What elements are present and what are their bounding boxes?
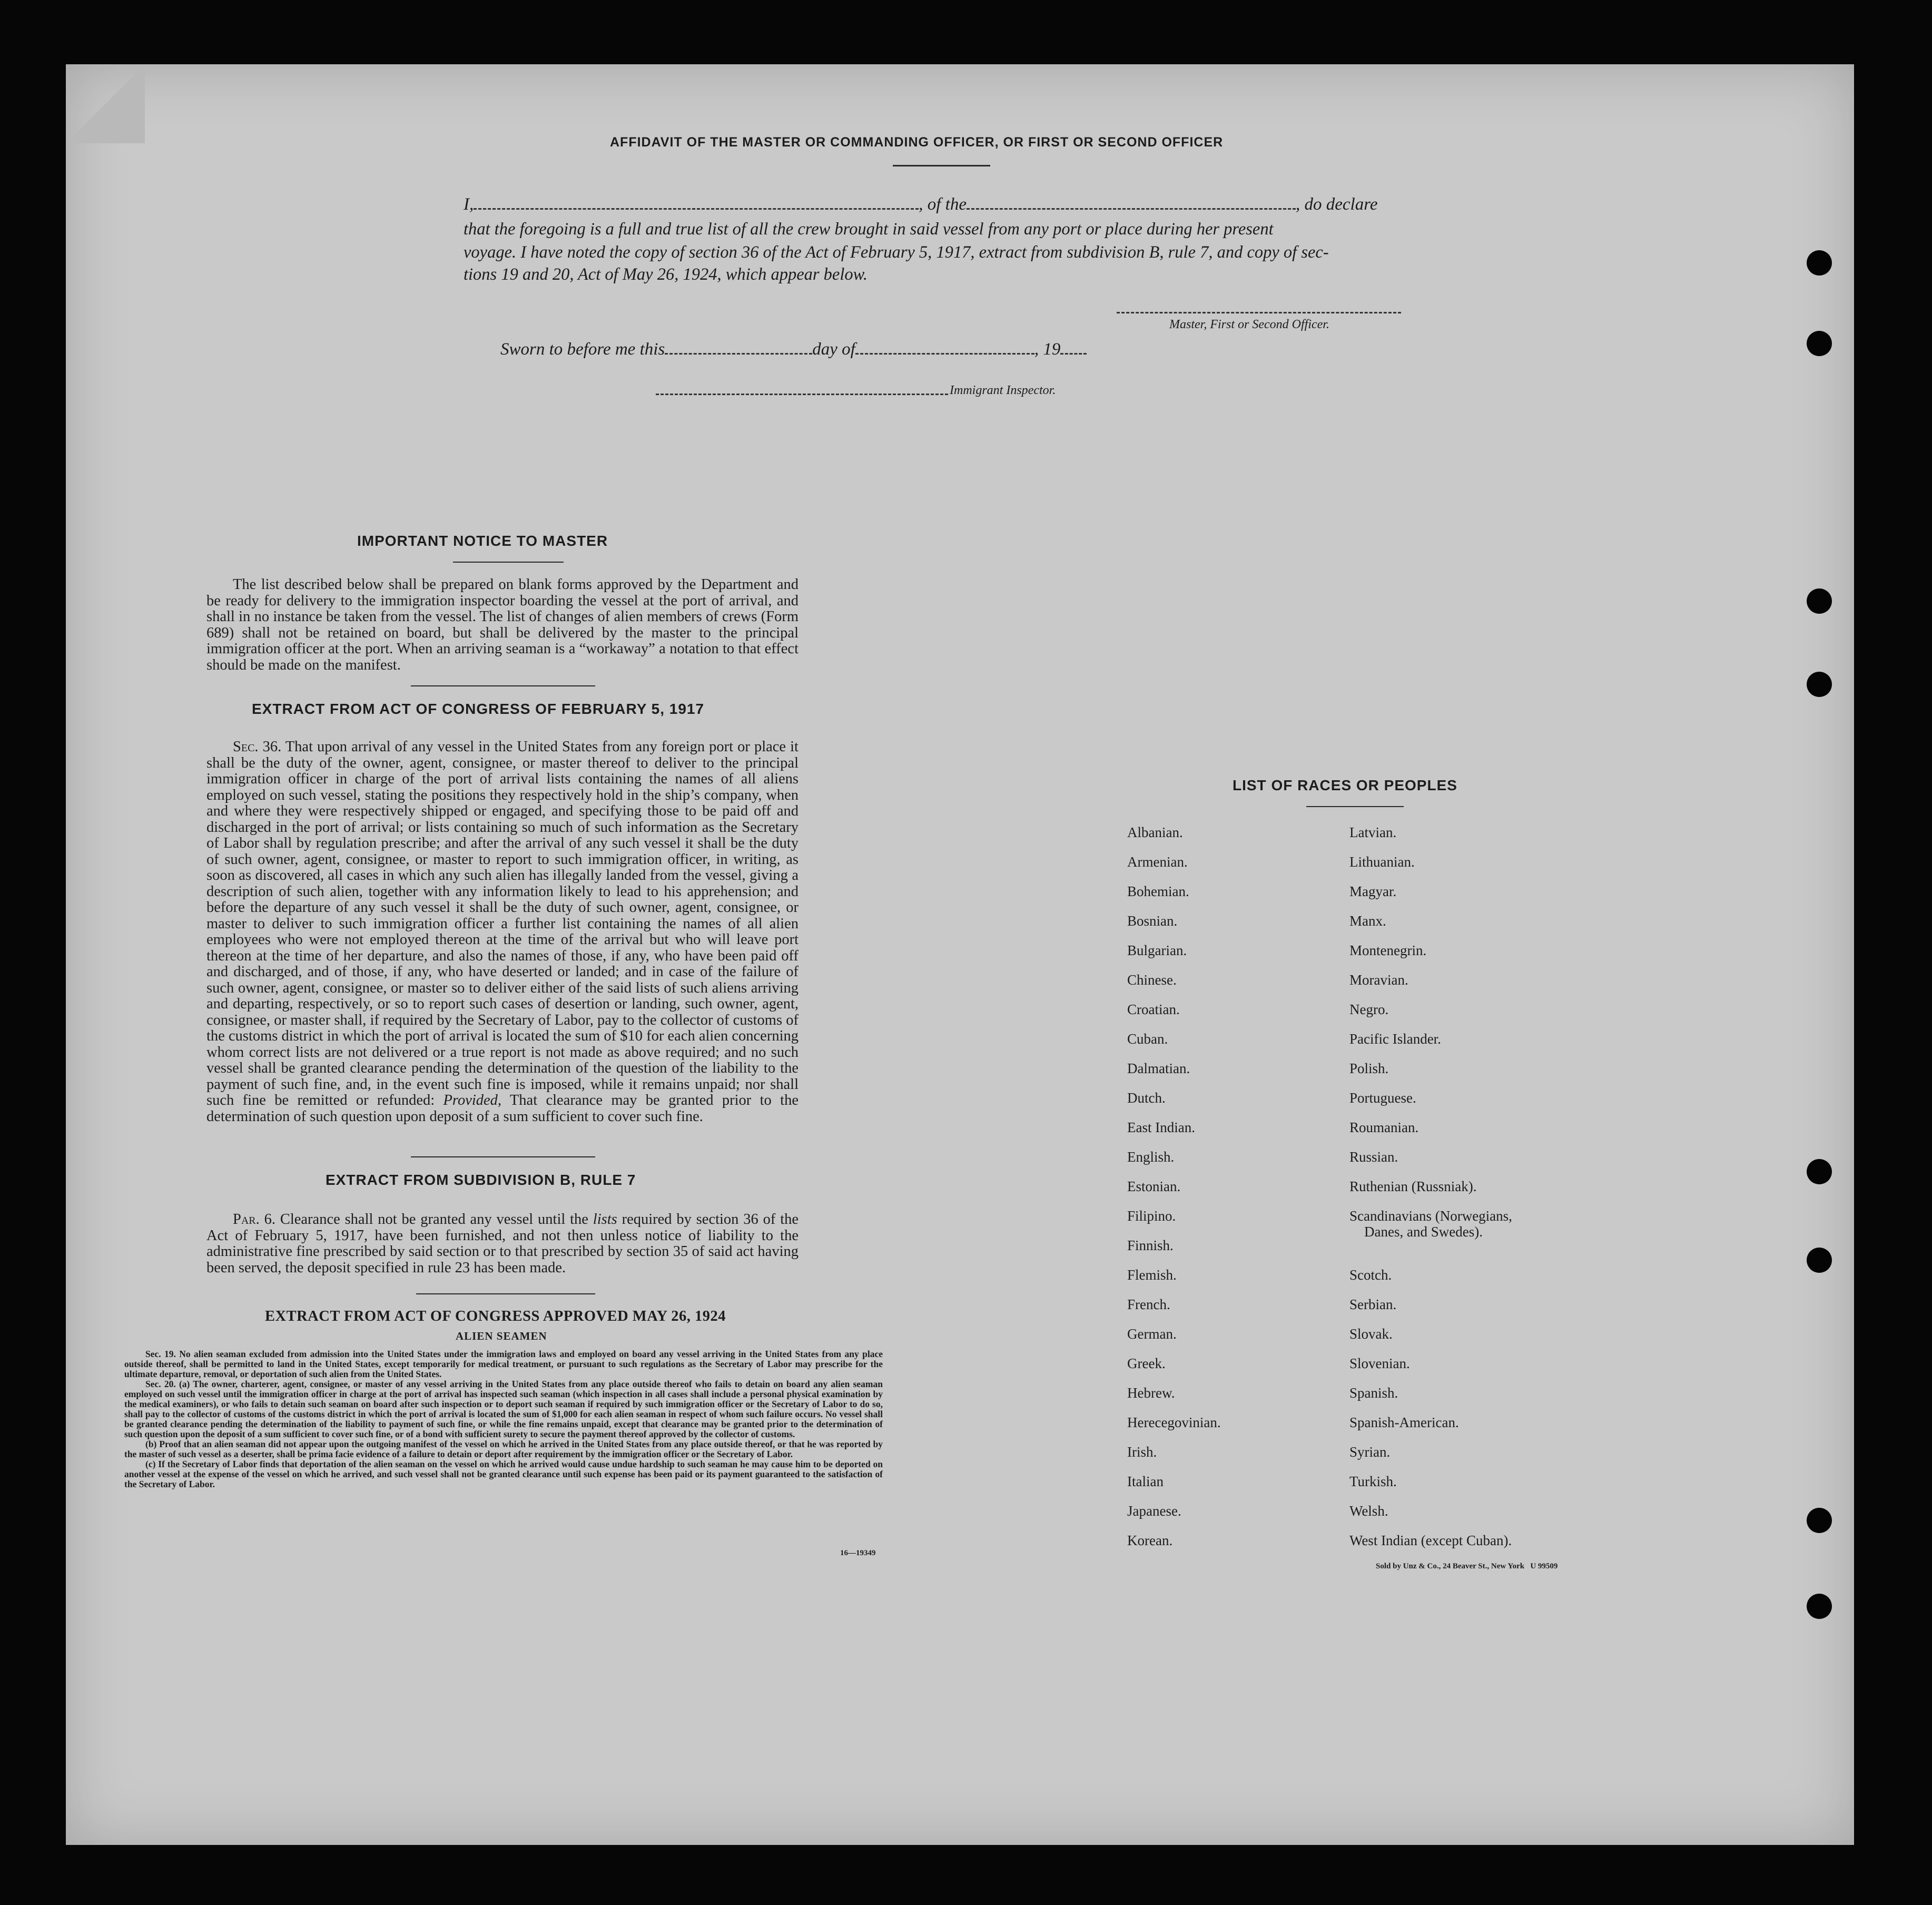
race-item: Pacific Islander. <box>1349 1031 1441 1047</box>
act-1917-heading: EXTRACT FROM ACT OF CONGRESS OF FEBRUARY 5, 1917 <box>252 701 705 717</box>
affidavit-text: I, <box>464 195 474 214</box>
race-item: Bohemian. <box>1127 883 1189 899</box>
divider <box>893 165 990 166</box>
sec36-body: That upon arrival of any vessel in the United States from any foreign port or place it shall be the duty of the owner, agent, consignee, or master thereof to deliver to the principal immigration officer in charge of the port of arrival lists containing the names of all aliens employed on such vessel, stating the positions they respectively hold in the ship’s company, when and where they were respectively shipped or engaged, and specifying those to be paid off and discharged in the port of arrival; or lists containing so much of such information as the Secretary of Labor shall by regulation prescribe; and after the arrival of any such vessel it shall be the duty of such owner, agent, consignee, or master to report to such immigration officer, in writing, as soon as discovered, all cases in which any such alien has illegally landed from the vessel, giving a description of such alien, together with any information likely to lead to his apprehension; and before the departure of any such vessel it shall be the duty of such owner, agent, consignee, or master to deliver to such immigration officer a further list containing the names of all alien employees who were not employed thereon at the time of the arrival but who will leave port thereon at the time of her departure, and also the names of those, if any, who have been paid off and discharged, and of those, if any, who have deserted or landed; and in case of the failure of such owner, agent, consignee, or master so to deliver either of the said lists of such aliens arriving and departing, respectively, or so to report such cases of desertion or landing, such owner, agent, consignee, or master shall, if required by the Secretary of Labor, pay to the collector of customs of the customs district in which the port of arrival is located the sum of $10 for each alien concerning whom correct lists are not delivered or a true report is not made as above required; and no such vessel shall be granted clearance pending the determination of the question of the liability to the payment of such fine, and, in the event such fine is imposed, while it remains unpaid; nor shall such fine be remitted or refunded: <box>206 739 799 1108</box>
affidavit-text: , do declare <box>1295 195 1378 214</box>
sec36-text <box>206 739 799 1125</box>
race-item: Latvian. <box>1349 824 1397 840</box>
race-item: Dalmatian. <box>1127 1060 1190 1076</box>
notice-text <box>206 577 799 673</box>
sworn-text: , 19 <box>1034 340 1061 359</box>
race-item: Italian <box>1127 1474 1164 1489</box>
race-item: Flemish. <box>1127 1267 1177 1283</box>
race-item: Danes, and Swedes). <box>1364 1224 1483 1240</box>
notice-heading: IMPORTANT NOTICE TO MASTER <box>357 533 608 549</box>
race-item: Turkish. <box>1349 1474 1397 1489</box>
races-heading: LIST OF RACES OR PEOPLES <box>1233 777 1457 793</box>
rule7-paragraph <box>206 1212 799 1276</box>
race-item: Greek. <box>1127 1356 1166 1371</box>
sec19-paragraph: Sec. 19. No alien seaman excluded from admission into the United States under the immigration laws and employed on board any vessel arriving in the United States from any place outside thereof, shall be permitted to land in the United States, except temporarily for medical treatment, or pursuant to such regulations as the Secretary of Labor may prescribe for the ultimate departure, removal, or deportation of such alien from the United States. <box>124 1349 883 1379</box>
race-item: Armenian. <box>1127 854 1188 870</box>
divider <box>453 562 564 563</box>
race-item: German. <box>1127 1326 1177 1342</box>
race-item: Serbian. <box>1349 1297 1397 1312</box>
race-item: Spanish-American. <box>1349 1415 1459 1430</box>
provided-text: Provided, <box>443 1092 502 1108</box>
race-item: East Indian. <box>1127 1120 1195 1135</box>
par6-label: Par. 6. <box>233 1211 275 1228</box>
race-item: Negro. <box>1349 1001 1389 1017</box>
race-item: French. <box>1127 1297 1170 1312</box>
race-item: Manx. <box>1349 913 1386 929</box>
sec36-label: Sec. 36. <box>233 739 282 755</box>
sworn-text: day of <box>812 340 855 359</box>
race-item: Spanish. <box>1349 1385 1398 1401</box>
race-item: Bosnian. <box>1127 913 1178 929</box>
punch-hole-icon <box>1807 250 1832 276</box>
sworn-text: Sworn to before me this <box>500 340 665 359</box>
sec36-paragraph <box>206 739 799 1125</box>
rule7-body: Clearance shall not be granted any vessel until the <box>280 1211 588 1228</box>
race-item: Herecegovinian. <box>1127 1415 1221 1430</box>
rule7-heading: EXTRACT FROM SUBDIVISION B, RULE 7 <box>326 1172 636 1188</box>
race-item: Ruthenian (Russniak). <box>1349 1179 1477 1194</box>
race-item: Lithuanian. <box>1349 854 1415 870</box>
race-item: Bulgarian. <box>1127 942 1187 958</box>
affidavit-line-4: tions 19 and 20, Act of May 26, 1924, which appear below. <box>464 265 868 284</box>
sec20a-paragraph: Sec. 20. (a) The owner, charterer, agent, consignee, or master of any vessel arriving in the United States from any place outside thereof who fails to detain on board any alien seaman employed on such vessel until the immigration officer in charge at the port of arrival has inspected such seaman (which inspection in all cases shall include a personal physical examination by the medical examiners), or who fails to detain such seaman on board after such inspection or to deport such seaman if required by such immigration officer or the Secretary of Labor to do so, shall pay to the collector of customs of the customs district in which the port of arrival is located the sum of $1,000 for each alien seaman in respect of whom such failure occurs. No vessel shall be granted clearance pending the determination of the liability to payment of such fine, or while the fine remains unpaid, except that clearance may be granted prior to the determination of such question upon the deposit of a sum sufficient to cover such fine, or of a bond with sufficient surety to secure the payment thereof approved by the collector of customs. <box>124 1379 883 1439</box>
race-item: Syrian. <box>1349 1444 1391 1460</box>
race-item: English. <box>1127 1149 1175 1165</box>
name-blank <box>474 208 919 210</box>
race-item: Polish. <box>1349 1060 1389 1076</box>
divider <box>411 1156 595 1157</box>
race-item: Montenegrin. <box>1349 942 1427 958</box>
sworn-line <box>500 340 1185 359</box>
inspector-signature-line <box>656 394 948 395</box>
sec20b-paragraph: (b) Proof that an alien seaman did not appear upon the outgoing manifest of the vessel on which he arrived in the United States from any place outside thereof, or that he was reported by the master of such vessel as a deserter, shall be prima facie evidence of a failure to detain or deport after requirement by the immigration officer or the Secretary of Labor. <box>124 1439 883 1459</box>
affidavit-line-2: that the foregoing is a full and true list of all the crew brought in said vessel from any port or place during her present <box>464 220 1274 239</box>
divider <box>416 1293 595 1294</box>
form-number: 16—19349 <box>840 1549 876 1557</box>
punch-hole-icon <box>1807 672 1832 697</box>
race-item: Chinese. <box>1127 972 1177 988</box>
race-item: Irish. <box>1127 1444 1157 1460</box>
act-1924-heading: EXTRACT FROM ACT OF CONGRESS APPROVED MAY 26, 1924 <box>265 1308 726 1324</box>
punch-hole-icon <box>1807 1159 1832 1184</box>
affidavit-line-1 <box>464 195 1433 214</box>
punch-hole-icon <box>1807 1594 1832 1619</box>
master-label: Master, First or Second Officer. <box>1169 318 1329 331</box>
inspector-label: Immigrant Inspector. <box>950 384 1056 397</box>
race-item: Cuban. <box>1127 1031 1168 1047</box>
race-item: Dutch. <box>1127 1090 1166 1106</box>
alien-seamen-subheading: ALIEN SEAMEN <box>456 1330 547 1342</box>
punch-hole-icon <box>1807 588 1832 614</box>
day-blank <box>665 352 812 355</box>
race-item: Moravian. <box>1349 972 1408 988</box>
race-item: Albanian. <box>1127 824 1183 840</box>
punch-hole-icon <box>1807 331 1832 356</box>
sec36-end: That clearance may be granted prior to the determination of such question upon deposit of a sum sufficient to cover such fine. <box>206 1092 799 1125</box>
notice-paragraph: The list described below shall be prepared on blank forms approved by the Department and be ready for delivery to the immigration inspector boarding the vessel at the port of arrival, and shall in no instance be taken from the vessel. The list of changes of alien members of crews (Form 689) shall not be retained on board, but shall be delivered by the master to the principal immigration officer at the port. When an arriving seaman is a “workaway” a notation to that effect should be made on the manifest. <box>206 576 799 673</box>
race-item: West Indian (except Cuban). <box>1349 1533 1512 1548</box>
race-item: Slovak. <box>1349 1326 1393 1342</box>
race-item: Hebrew. <box>1127 1385 1175 1401</box>
sold-by-imprint: Sold by Unz & Co., 24 Beaver St., New York U 99509 <box>1376 1562 1558 1570</box>
race-item: Filipino. <box>1127 1208 1176 1224</box>
folded-corner <box>66 64 145 143</box>
race-item: Estonian. <box>1127 1179 1181 1194</box>
master-signature-line <box>1117 312 1401 313</box>
affidavit-title: AFFIDAVIT OF THE MASTER OR COMMANDING OFFICER, OR FIRST OR SECOND OFFICER <box>610 135 1224 150</box>
affidavit-line-3: voyage. I have noted the copy of section 36 of the Act of February 5, 1917, extract from subdivision B, rule 7, and copy of sec- <box>464 243 1329 262</box>
year-blank <box>1060 352 1087 355</box>
month-blank <box>855 352 1034 355</box>
race-item: Scotch. <box>1349 1267 1392 1283</box>
race-item: Portuguese. <box>1349 1090 1416 1106</box>
race-item: Magyar. <box>1349 883 1397 899</box>
race-item: Croatian. <box>1127 1001 1180 1017</box>
act-1924-text <box>124 1349 883 1489</box>
punch-hole-icon <box>1807 1248 1832 1273</box>
vessel-blank <box>967 208 1296 210</box>
race-item: Russian. <box>1349 1149 1398 1165</box>
race-item: Roumanian. <box>1349 1120 1419 1135</box>
divider <box>1306 806 1404 807</box>
race-item: Korean. <box>1127 1533 1173 1548</box>
affidavit-text: , of the <box>919 195 967 214</box>
race-item: Finnish. <box>1127 1238 1174 1253</box>
rule7-body: required by section 36 of the Act of February 5, 1917, have been furnished, and not then unless notice of liability to the administrative fine prescribed by said section or to that prescribed by section 35 of said act having been served, the deposit specified in rule 23 has been made. <box>206 1211 799 1276</box>
punch-hole-icon <box>1807 1508 1832 1533</box>
race-item: Scandinavians (Norwegians, <box>1349 1208 1512 1224</box>
divider <box>411 685 595 686</box>
race-item: Japanese. <box>1127 1503 1181 1519</box>
race-item: Welsh. <box>1349 1503 1388 1519</box>
race-item: Slovenian. <box>1349 1356 1410 1371</box>
lists-text: lists <box>593 1211 617 1228</box>
rule7-text <box>206 1212 799 1276</box>
sec20c-paragraph: (c) If the Secretary of Labor finds that deportation of the alien seaman on the vessel on which he arrived would cause undue hardship to such seaman he may cause him to be deported on another vessel at the expense of the vessel on which he arrived, and such vessel shall not be granted clearance until such expense has been paid or its payment guaranteed to the satisfaction of the Secretary of Labor. <box>124 1459 883 1489</box>
